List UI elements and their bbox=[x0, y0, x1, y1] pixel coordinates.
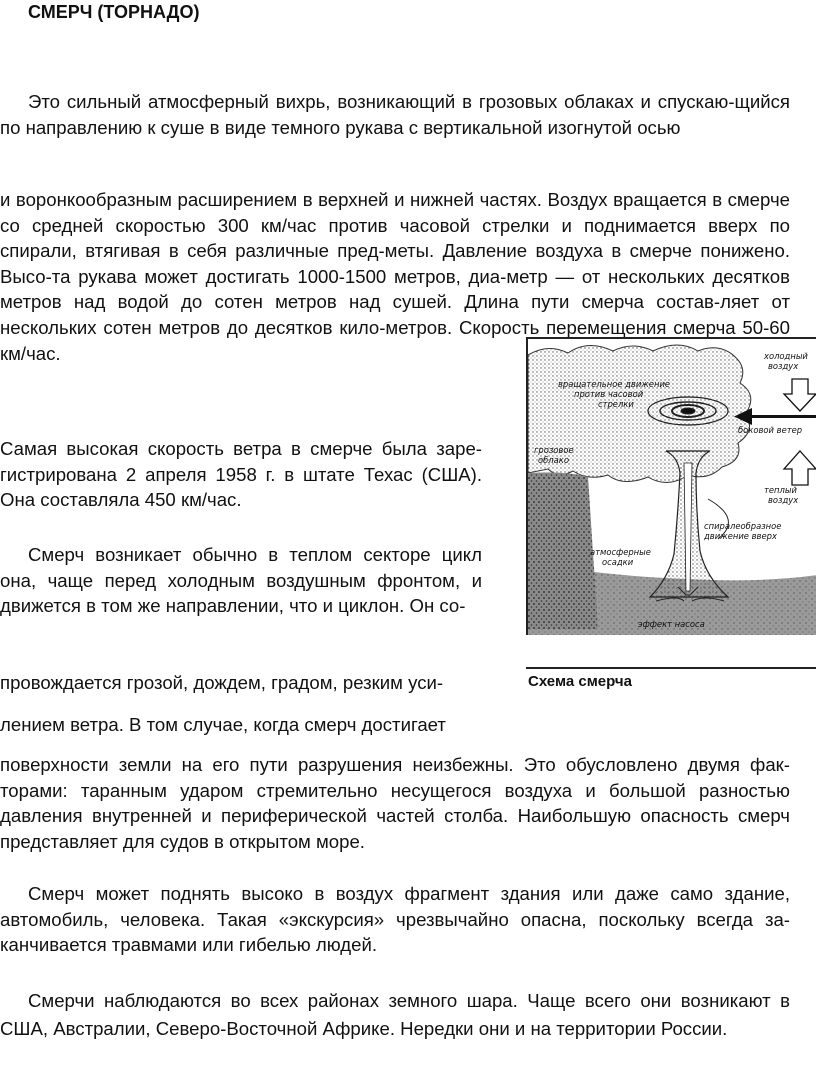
paragraph-2: и воронкообразным расширением в верхней и нижней частях. Воздух вращается в смерче со средней скоростью 300 км/час против часовой стрелки и поднимается вверх по спирали, втягивая в себя различные пред-меты. Давление воздуха в смерче понижено. Высо-та рукава может достигать 1000-1500 метров, диа-метр — от нескольких десятков метров над водой до сотен метров над сушей. Длина пути смерча состав-ляет от нескольких сотен метров до десятков кило-метров. Скорость перемещения смерча 50-60 км/час. bbox=[0, 189, 790, 364]
cold-air-arrow bbox=[784, 379, 816, 411]
label-storm-cloud-2: облако bbox=[538, 455, 569, 465]
label-rotation-3: стрелки bbox=[598, 399, 634, 409]
paragraph-7: поверхности земли на его пути разрушения неизбежны. Это обусловлено двумя фак-торами: таранным ударом стремительно несущегося воздуха и большой разностью давления внутренней и периферической частей столба. Наибольшую опасность смерч представляет для судов в открытом море. bbox=[0, 754, 790, 852]
paragraph-3: Самая высокая скорость ветра в смерче была заре-гистрирована 2 апреля 1958 г. в штате Техас (США). Она составляла 450 км/час. bbox=[0, 438, 482, 511]
label-spiral-1: спиралеобразное bbox=[704, 521, 782, 531]
label-precip-1: атмосферные bbox=[590, 547, 651, 557]
page-title: СМЕРЧ (ТОРНАДО) bbox=[28, 2, 200, 22]
label-pump: эффект насоса bbox=[638, 619, 705, 629]
label-precip-2: осадки bbox=[602, 557, 634, 567]
paragraph-5: провождается грозой, дождем, градом, резким уси- bbox=[0, 672, 444, 693]
label-warm-air-1: теплый bbox=[764, 485, 797, 495]
label-spiral-2: движение вверх bbox=[704, 531, 777, 541]
label-side-wind: боковой ветер bbox=[738, 425, 803, 435]
paragraph-4: Смерч возникает обычно в теплом секторе цикл она, чаще перед холодным воздушным фронтом, и движется в том же направлении, что и циклон. Он со- bbox=[0, 544, 482, 617]
paragraph-6: лением ветра. В том случае, когда смерч достигает bbox=[0, 714, 446, 735]
label-cold-air-2: воздух bbox=[768, 361, 799, 371]
caption-rule bbox=[526, 667, 816, 669]
figure-caption: Схема смерча bbox=[528, 673, 632, 690]
label-warm-air-2: воздух bbox=[768, 495, 799, 505]
label-rotation-2: против часовой bbox=[574, 389, 644, 399]
label-rotation-1: вращательное движение bbox=[558, 379, 671, 389]
precipitation-shape bbox=[528, 473, 598, 630]
label-storm-cloud-1: грозовое bbox=[534, 445, 574, 455]
tornado-diagram bbox=[526, 337, 816, 635]
paragraph-9: Смерчи наблюдаются во всех районах земного шара. Чаще всего они возникают в США, Австралии, Северо-Восточной Африке. Нередки они и на территории России. bbox=[0, 990, 790, 1039]
warm-air-arrow bbox=[784, 451, 816, 485]
paragraph-1: Это сильный атмосферный вихрь, возникающий в грозовых облаках и спускаю-щийся по направлению к суше в виде темного рукава с вертикальной изогнутой осью bbox=[0, 91, 790, 138]
label-cold-air-1: холодный bbox=[764, 351, 808, 361]
paragraph-8: Смерч может поднять высоко в воздух фрагмент здания или даже само здание, автомобиль, человека. Такая «экскурсия» чрезвычайно опасна, поскольку всегда за-канчивается травмами или гибелью людей. bbox=[0, 883, 790, 956]
